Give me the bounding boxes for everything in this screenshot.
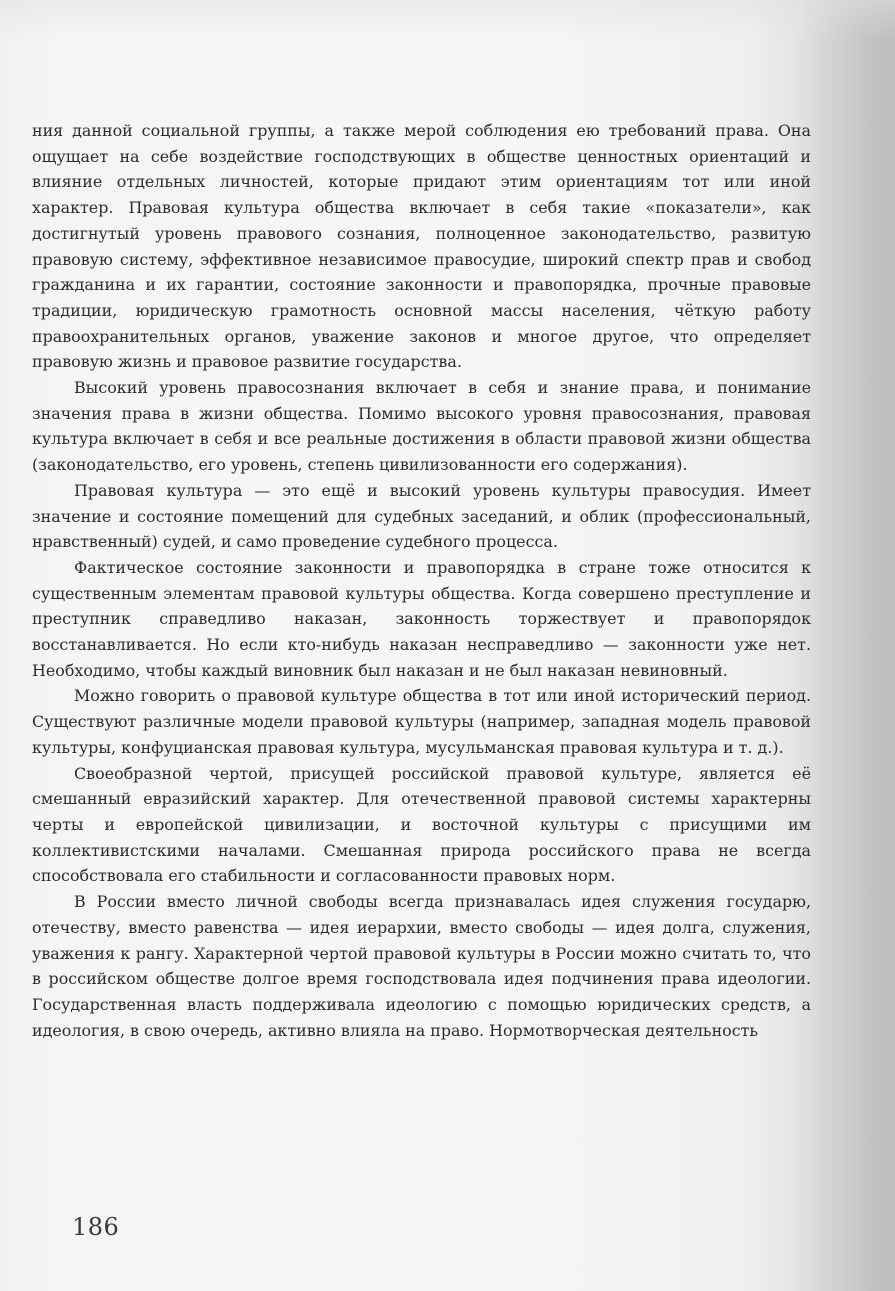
body-text (32, 118, 811, 1043)
paragraph-continuation: ния данной социальной группы, а также мерой соблюдения ею требований права. Она ощущает на себе воздействие господствующих в обществе ценностных ориентаций и влияние отдельных личностей, которые придают этим ориентациям тот или иной характер. Правовая культура общества включает в себя такие «показатели», как достигнутый уровень правового сознания, полноценное законодательство, развитую правовую систему, эффективное независимое правосудие, широкий спектр прав и свобод гражданина и их гарантии, состояние законности и правопорядка, прочные правовые традиции, юридическую грамотность основной массы населения, чёткую работу правоохранительных органов, уважение законов и многое другое, что определяет правовую жизнь и правовое развитие государства. (32, 121, 811, 372)
paragraph-justice-culture: Правовая культура — это ещё и высокий уровень культуры правосудия. Имеет значение и состояние помещений для судебных заседаний, и облик (профессиональный, нравственный) судей, и само проведение судебного процесса. (32, 480, 811, 552)
page-shadow (0, 0, 895, 40)
paragraph-legal-consciousness: Высокий уровень правосознания включает в себя и знание права, и понимание значения права в жизни общества. Помимо высокого уровня правосознания, правовая культура включает в себя и все реальные достижения в области правовой жизни общества (законодательство, его уровень, степень цивилизованности его содержания). (32, 378, 811, 475)
paragraph-historical-models: Можно говорить о правовой культуре общества в тот или иной исторический период. Существуют различные модели правовой культуры (например, западная модель правовой культуры, конфуцианская правовая культура, мусульманская правовая культура и т. д.). (32, 686, 811, 757)
page-number: 186 (72, 1213, 120, 1241)
paragraph-russia-ideology: В России вместо личной свободы всегда признавалась идея служения государю, отечеству, вместо равенства — идея иерархии, вместо свободы — идея долга, служения, уважения к рангу. Характерной чертой правовой культуры в России можно считать то, что в российском обществе долгое время господствовала идея подчинения права идеологии. Государственная власть поддерживала идеологию с помощью юридических средств, а идеология, в свою очередь, активно влияла на право. Нормотворческая деятельность (32, 892, 811, 1040)
paragraph-eurasian-character: Своеобразной чертой, присущей российской правовой культуре, является её смешанный евразийский характер. Для отечественной правовой системы характерны черты и европейской цивилизации, и восточной культуры с присущими им коллективистскими началами. Смешанная природа российского права не всегда способствовала его стабильности и согласованности правовых норм. (32, 763, 811, 886)
paragraph-legality: Фактическое состояние законности и правопорядка в стране тоже относится к существенным элементам правовой культуры общества. Когда совершено преступление и преступник справедливо наказан, законность торжествует и правопорядок восстанавливается. Но если кто-нибудь наказан несправедливо — законности уже нет. Необходимо, чтобы каждый виновник был наказан и не был наказан невиновный. (32, 557, 811, 680)
